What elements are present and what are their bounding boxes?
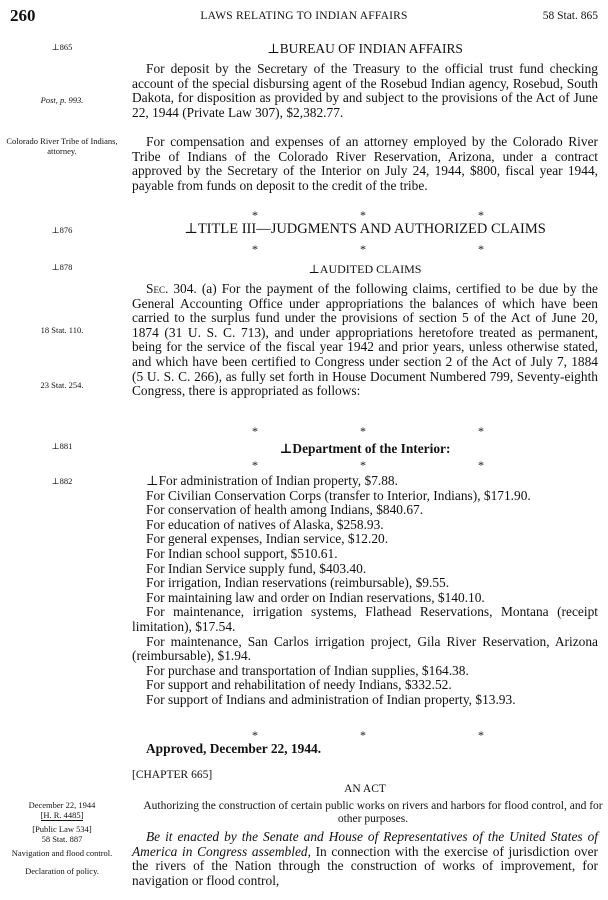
enacting-formula: Be it enacted by the Senate and House of Representatives of the United States of America in Congress assembled, (132, 829, 598, 859)
list-item: For general expenses, Indian service, $12.20. (146, 531, 389, 547)
chapter-label: [CHAPTER 665] (132, 769, 213, 781)
list-item: For maintenance, irrigation systems, Flathead Reservations, Montana (receipt limitation), $17.54. (132, 604, 598, 634)
list-item: For Civilian Conservation Corps (transfer to Interior, Indians), $171.90. (146, 487, 531, 503)
margin-note: Navigation and flood control. (11, 848, 113, 858)
star: * (252, 458, 258, 472)
claims-list (132, 474, 598, 708)
star: * (360, 728, 366, 742)
margin-note: 18 Stat. 110. (40, 325, 84, 335)
star: * (360, 458, 366, 472)
margin-note: Post, p. 993. (40, 95, 84, 105)
running-title: LAWS RELATING TO INDIAN AFFAIRS (200, 10, 408, 22)
margin-note: ⊥881 (51, 441, 73, 451)
paragraph-rosebud: For deposit by the Secretary of the Treasury to the official trust fund checking account of the special disbursing agent of the Rosebud Indian agency, Rosebud, South Dakota, for disposition as provided by and subject to the provisions of the Act of June 22, 1944 (Private Law 307), $2,382.77. (132, 61, 598, 120)
list-item: For support of Indians and administration of Indian property, $13.93. (146, 691, 516, 707)
star: * (478, 458, 484, 472)
margin-note: ⊥876 (51, 225, 73, 235)
margin-note: ⊥865 (51, 42, 73, 52)
bill-number (0, 810, 124, 821)
act-description: Authorizing the construction of certain public works on rivers and harbors for flood control, and for other purposes. (143, 800, 603, 825)
list-item: For Indian school support, $510.61. (146, 545, 338, 561)
heading-bureau: ⊥BUREAU OF INDIAN AFFAIRS (267, 41, 463, 56)
statute-reference: 58 Stat. 887 (41, 834, 83, 844)
enacting-text: In connection with the exercise of jurisdiction over the rivers of the Nation through the construction of works of improvement, for navigation or flood control, (132, 843, 598, 888)
approval-line: Approved, December 22, 1944. (146, 741, 322, 756)
statute-citation: 58 Stat. 865 (542, 10, 598, 22)
paragraph-colorado-river: For compensation and expenses of an attorney employed by the Colorado River Tribe of Indians of the Colorado River Reservation, Arizona, under a contract approved by the Secretary of the Interior on July 24, 1944, $800, fiscal year 1944, payable from funds on deposit to the credit of the tribe. (132, 134, 598, 193)
section-text: 304. (a) For the payment of the following claims, certified to be due by the General Accounting Office under appropriations the balances of which have been carried to the surplus fund under the provisions of section 5 of the Act of June 20, 1874 (31 U. S. C. 713), and under appropriations heretofore treated as permanent, being for the service of the fiscal year 1942 and prior years, unless otherwise stated, and which have been certified to Congress under section 2 of the Act of July 7, 1884 (5 U. S. C. 266), as fully set forth in House Document Numbered 799, Seventy-eighth Congress, there is appropriated as follows: (132, 281, 598, 399)
margin-note: 23 Stat. 254. (40, 380, 84, 390)
star: * (252, 208, 258, 222)
list-item: ⊥For administration of Indian property, $7.88. (146, 473, 398, 488)
list-item: For maintenance, San Carlos irrigation project, Gila River Reservation, Arizona (reimbursable), $1.94. (132, 633, 598, 664)
margin-note: Colorado River Tribe of Indians, attorney. (6, 136, 118, 156)
list-item: For support and rehabilitation of needy Indians, $332.52. (146, 677, 452, 693)
star: * (252, 728, 258, 742)
star: * (478, 208, 484, 222)
margin-note: ⊥882 (51, 476, 73, 486)
margin-note: ⊥878 (51, 262, 73, 272)
bill-number-text: [H. R. 4485] (40, 810, 84, 820)
star: * (478, 728, 484, 742)
star: * (252, 242, 258, 256)
page-number: 260 (10, 6, 36, 25)
star: * (360, 208, 366, 222)
heading-department-interior: ⊥Department of the Interior: (279, 441, 451, 456)
public-law-number: [Public Law 534] (32, 824, 92, 834)
list-item: For Indian Service supply fund, $403.40. (146, 560, 367, 576)
star: * (360, 424, 366, 438)
list-item: For education of natives of Alaska, $258.93. (146, 516, 384, 532)
star: * (360, 242, 366, 256)
an-act-heading: AN ACT (344, 783, 386, 795)
enacting-clause (132, 830, 598, 888)
page-header (0, 6, 608, 28)
list-item: For maintaining law and order on Indian reservations, $140.10. (146, 589, 485, 605)
list-item: For irrigation, Indian reservations (reimbursable), $9.55. (146, 575, 450, 591)
margin-note-date (0, 800, 124, 844)
paragraph-sec-304 (132, 282, 598, 399)
heading-title-iii: ⊥TITLE III—JUDGMENTS AND AUTHORIZED CLAIMS (184, 221, 546, 237)
enactment-date: December 22, 1944 (28, 800, 96, 810)
list-item: For purchase and transportation of Indian supplies, $164.38. (146, 662, 469, 678)
margin-note: Declaration of policy. (25, 866, 99, 876)
list-item: For conservation of health among Indians, $840.67. (146, 502, 424, 518)
heading-audited-claims: ⊥AUDITED CLAIMS (308, 262, 422, 276)
section-label: Sec. (146, 281, 169, 296)
star: * (478, 424, 484, 438)
star: * (478, 242, 484, 256)
star: * (252, 424, 258, 438)
